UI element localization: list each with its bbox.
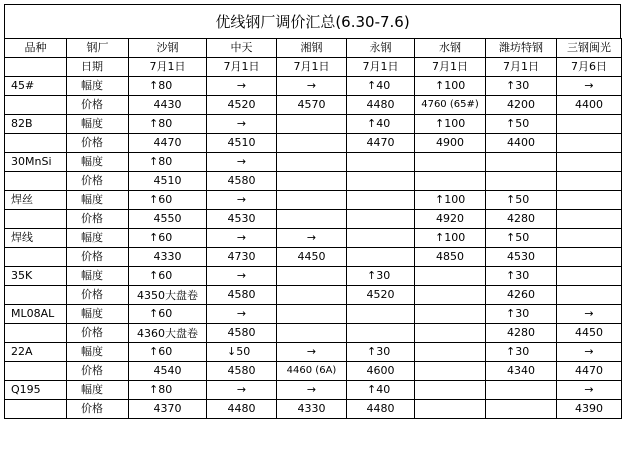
price-label: 价格 — [67, 362, 129, 381]
change-cell: ↑100 — [415, 115, 486, 134]
price-cell — [557, 172, 622, 191]
table-body — [5, 39, 622, 419]
change-cell: → — [557, 343, 622, 362]
price-cell: 4580 — [207, 362, 277, 381]
product-name: 35K — [5, 267, 67, 286]
price-cell: 4470 — [129, 134, 207, 153]
change-row — [5, 153, 622, 172]
price-cell: 4900 — [415, 134, 486, 153]
change-cell: ↑80 — [129, 115, 207, 134]
change-cell — [415, 153, 486, 172]
price-cell: 4370 — [129, 400, 207, 419]
change-cell: → — [557, 305, 622, 324]
change-cell: → — [557, 77, 622, 96]
price-row — [5, 286, 622, 305]
change-row — [5, 343, 622, 362]
change-cell: ↑30 — [486, 343, 557, 362]
change-cell: → — [207, 153, 277, 172]
price-summary-sheet — [4, 4, 621, 419]
empty-cell — [5, 400, 67, 419]
price-cell: 4730 — [207, 248, 277, 267]
price-cell — [347, 248, 415, 267]
change-cell: ↑100 — [415, 191, 486, 210]
price-cell: 4400 — [486, 134, 557, 153]
product-name: 22A — [5, 343, 67, 362]
price-row — [5, 134, 622, 153]
change-cell: ↓50 — [207, 343, 277, 362]
change-label: 幅度 — [67, 381, 129, 400]
change-cell: ↑50 — [486, 229, 557, 248]
change-cell — [347, 191, 415, 210]
price-label: 价格 — [67, 400, 129, 419]
price-cell: 4580 — [207, 286, 277, 305]
change-label: 幅度 — [67, 191, 129, 210]
price-label: 价格 — [67, 172, 129, 191]
change-cell — [277, 267, 347, 286]
product-name: ML08AL — [5, 305, 67, 324]
change-cell: ↑40 — [347, 77, 415, 96]
change-cell: ↑40 — [347, 115, 415, 134]
price-label: 价格 — [67, 134, 129, 153]
change-cell: → — [207, 267, 277, 286]
price-cell — [277, 210, 347, 229]
change-cell — [557, 267, 622, 286]
price-cell: 4470 — [557, 362, 622, 381]
change-cell — [347, 305, 415, 324]
change-cell — [557, 191, 622, 210]
change-cell: ↑40 — [347, 381, 415, 400]
price-cell: 4280 — [486, 324, 557, 343]
price-cell: 4510 — [207, 134, 277, 153]
price-cell: 4450 — [557, 324, 622, 343]
price-cell: 4260 — [486, 286, 557, 305]
price-label: 价格 — [67, 210, 129, 229]
price-cell — [557, 248, 622, 267]
date-cell: 7月1日 — [277, 58, 347, 77]
price-cell: 4480 — [207, 400, 277, 419]
change-cell — [415, 267, 486, 286]
empty-cell — [5, 172, 67, 191]
change-cell: ↑30 — [347, 343, 415, 362]
price-cell — [277, 324, 347, 343]
change-row — [5, 305, 622, 324]
price-cell: 4200 — [486, 96, 557, 115]
price-cell — [347, 210, 415, 229]
change-cell: → — [207, 381, 277, 400]
product-name: 焊线 — [5, 229, 67, 248]
price-cell: 4850 — [415, 248, 486, 267]
price-cell — [415, 362, 486, 381]
price-cell: 4400 — [557, 96, 622, 115]
change-cell — [347, 229, 415, 248]
change-cell: → — [277, 77, 347, 96]
change-cell — [557, 153, 622, 172]
header-mill-name: 中天 — [207, 39, 277, 58]
price-cell: 4330 — [277, 400, 347, 419]
empty-cell — [5, 324, 67, 343]
empty-cell — [5, 362, 67, 381]
price-cell: 4530 — [486, 248, 557, 267]
price-cell — [277, 172, 347, 191]
price-cell — [557, 286, 622, 305]
change-cell: ↑60 — [129, 343, 207, 362]
price-cell — [486, 400, 557, 419]
change-cell: ↑30 — [486, 267, 557, 286]
change-cell: → — [207, 191, 277, 210]
change-row — [5, 191, 622, 210]
sheet-title: 优线钢厂调价汇总(6.30-7.6) — [4, 4, 621, 38]
price-cell — [415, 400, 486, 419]
price-label: 价格 — [67, 324, 129, 343]
price-cell — [347, 324, 415, 343]
price-cell: 4920 — [415, 210, 486, 229]
price-cell: 4390 — [557, 400, 622, 419]
price-cell — [347, 172, 415, 191]
price-cell: 4520 — [207, 96, 277, 115]
price-cell: 4350大盘卷 — [129, 286, 207, 305]
price-cell: 4340 — [486, 362, 557, 381]
empty-cell — [5, 58, 67, 77]
change-cell: ↑80 — [129, 153, 207, 172]
product-name: 82B — [5, 115, 67, 134]
date-cell: 7月1日 — [207, 58, 277, 77]
header-product: 品种 — [5, 39, 67, 58]
empty-cell — [5, 210, 67, 229]
change-cell: ↑100 — [415, 229, 486, 248]
change-label: 幅度 — [67, 153, 129, 172]
header-mill: 钢厂 — [67, 39, 129, 58]
price-table — [4, 38, 622, 419]
change-cell — [557, 115, 622, 134]
change-cell: ↑60 — [129, 305, 207, 324]
change-label: 幅度 — [67, 343, 129, 362]
change-row — [5, 115, 622, 134]
change-cell — [277, 191, 347, 210]
change-cell: → — [557, 381, 622, 400]
price-cell — [415, 324, 486, 343]
change-label: 幅度 — [67, 267, 129, 286]
empty-cell — [5, 96, 67, 115]
change-row — [5, 77, 622, 96]
price-cell: 4540 — [129, 362, 207, 381]
header-mill-name: 潍坊特钢 — [486, 39, 557, 58]
price-cell: 4360大盘卷 — [129, 324, 207, 343]
change-cell — [415, 305, 486, 324]
price-cell: 4600 — [347, 362, 415, 381]
price-cell: 4330 — [129, 248, 207, 267]
price-row — [5, 96, 622, 115]
change-cell: ↑80 — [129, 381, 207, 400]
date-cell: 7月6日 — [557, 58, 622, 77]
price-cell: 4570 — [277, 96, 347, 115]
price-label: 价格 — [67, 248, 129, 267]
change-cell — [415, 381, 486, 400]
price-cell: 4550 — [129, 210, 207, 229]
price-cell — [486, 172, 557, 191]
change-cell: ↑80 — [129, 77, 207, 96]
change-cell: ↑60 — [129, 191, 207, 210]
date-label: 日期 — [67, 58, 129, 77]
change-cell: → — [207, 305, 277, 324]
change-cell — [277, 305, 347, 324]
change-cell — [557, 229, 622, 248]
change-label: 幅度 — [67, 229, 129, 248]
header-mill-name: 永钢 — [347, 39, 415, 58]
change-cell: ↑50 — [486, 115, 557, 134]
empty-cell — [5, 286, 67, 305]
price-cell — [277, 286, 347, 305]
change-row — [5, 229, 622, 248]
change-cell: ↑30 — [486, 305, 557, 324]
header-mill-name: 三钢闽光 — [557, 39, 622, 58]
price-label: 价格 — [67, 96, 129, 115]
change-label: 幅度 — [67, 77, 129, 96]
price-cell: 4460 (6A) — [277, 362, 347, 381]
change-cell: ↑50 — [486, 191, 557, 210]
price-cell: 4580 — [207, 172, 277, 191]
change-label: 幅度 — [67, 305, 129, 324]
date-cell: 7月1日 — [486, 58, 557, 77]
change-cell — [415, 343, 486, 362]
change-cell: → — [277, 343, 347, 362]
price-cell — [277, 134, 347, 153]
header-mill-name: 沙钢 — [129, 39, 207, 58]
change-cell: ↑60 — [129, 229, 207, 248]
price-cell — [557, 210, 622, 229]
header-mill-name: 湘钢 — [277, 39, 347, 58]
change-cell: → — [277, 381, 347, 400]
change-cell: ↑30 — [347, 267, 415, 286]
change-cell: ↑60 — [129, 267, 207, 286]
change-cell — [347, 153, 415, 172]
product-name: 30MnSi — [5, 153, 67, 172]
change-cell — [486, 381, 557, 400]
empty-cell — [5, 134, 67, 153]
empty-cell — [5, 248, 67, 267]
price-cell: 4450 — [277, 248, 347, 267]
price-row — [5, 248, 622, 267]
price-row — [5, 362, 622, 381]
price-row — [5, 172, 622, 191]
change-row — [5, 267, 622, 286]
change-label: 幅度 — [67, 115, 129, 134]
date-cell: 7月1日 — [347, 58, 415, 77]
date-row — [5, 58, 622, 77]
change-cell: → — [277, 229, 347, 248]
product-name: 45# — [5, 77, 67, 96]
price-cell: 4520 — [347, 286, 415, 305]
price-label: 价格 — [67, 286, 129, 305]
price-cell: 4510 — [129, 172, 207, 191]
price-cell — [557, 134, 622, 153]
change-cell: → — [207, 77, 277, 96]
price-cell: 4760 (65#) — [415, 96, 486, 115]
change-cell — [486, 153, 557, 172]
header-mill-name: 水钢 — [415, 39, 486, 58]
change-cell — [277, 153, 347, 172]
date-cell: 7月1日 — [129, 58, 207, 77]
price-cell: 4580 — [207, 324, 277, 343]
change-cell — [277, 115, 347, 134]
change-cell: ↑100 — [415, 77, 486, 96]
date-cell: 7月1日 — [415, 58, 486, 77]
price-cell: 4480 — [347, 400, 415, 419]
change-cell: → — [207, 229, 277, 248]
change-row — [5, 381, 622, 400]
price-row — [5, 400, 622, 419]
price-cell: 4280 — [486, 210, 557, 229]
change-cell: → — [207, 115, 277, 134]
price-cell: 4530 — [207, 210, 277, 229]
price-row — [5, 324, 622, 343]
price-cell: 4470 — [347, 134, 415, 153]
price-cell — [415, 286, 486, 305]
price-cell: 4480 — [347, 96, 415, 115]
price-row — [5, 210, 622, 229]
product-name: Q195 — [5, 381, 67, 400]
change-cell: ↑30 — [486, 77, 557, 96]
price-cell — [415, 172, 486, 191]
product-name: 焊丝 — [5, 191, 67, 210]
price-cell: 4430 — [129, 96, 207, 115]
header-row — [5, 39, 622, 58]
